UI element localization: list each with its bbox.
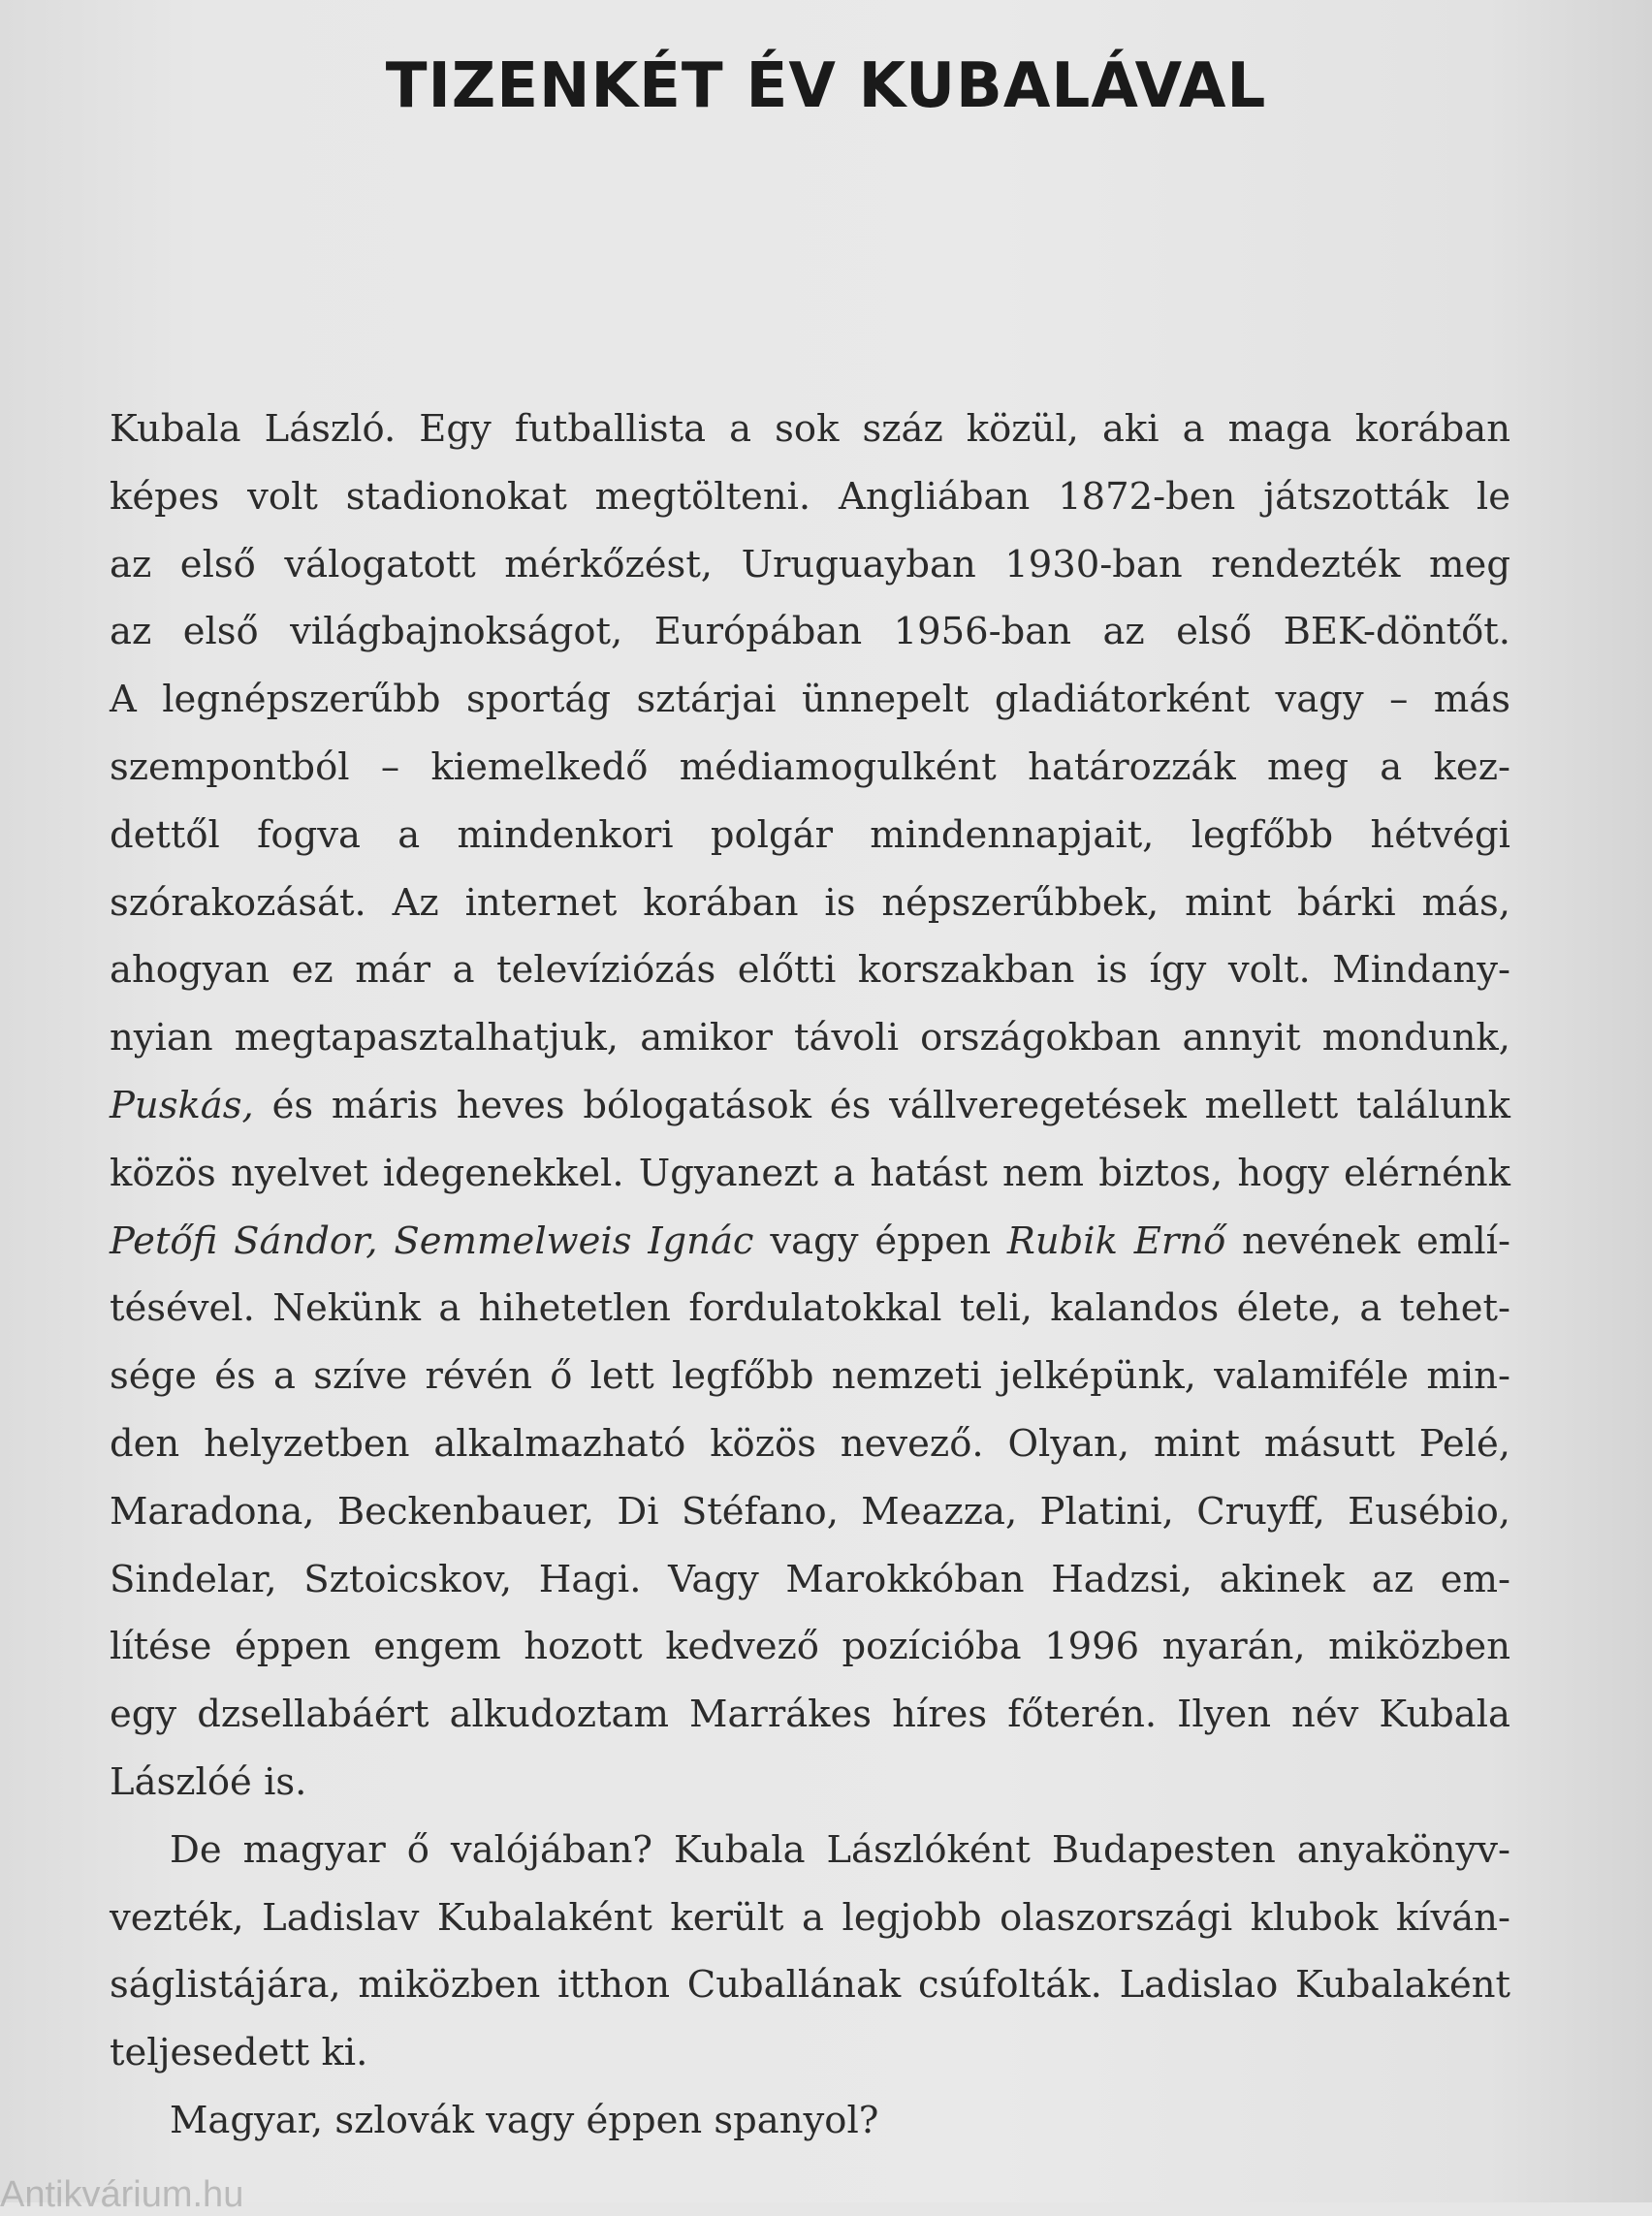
text-line bbox=[110, 598, 1510, 666]
text-run: ságlistájára, miközben itthon Cuballának csúfolták. Ladislao Kubalaként bbox=[110, 1963, 1510, 2008]
text-run: az első válogatott mérkőzést, Uruguayban 1930-ban rendezték meg bbox=[110, 542, 1510, 586]
text-line bbox=[110, 870, 1510, 937]
text-line bbox=[110, 463, 1510, 531]
text-run: Magyar, szlovák vagy éppen spanyol? bbox=[170, 2098, 879, 2142]
text-line bbox=[110, 802, 1510, 870]
text-line bbox=[110, 1343, 1510, 1410]
text-line bbox=[110, 1410, 1510, 1478]
text-run: vagy éppen bbox=[753, 1219, 1007, 1263]
italic-run: Rubik Ernő bbox=[1006, 1219, 1226, 1263]
page-title: TIZENKÉT ÉV KUBALÁVAL bbox=[385, 50, 1267, 122]
text-run: az első világbajnokságot, Európában 1956-ban az első BEK-döntőt. bbox=[110, 610, 1510, 654]
text-run: vezték, Ladislav Kubalaként került a legjobb olaszországi klubok kíván- bbox=[110, 1895, 1510, 1940]
text-line bbox=[110, 1140, 1510, 1208]
text-run: dettől fogva a mindenkori polgár mindennapjait, legfőbb hétvégi bbox=[110, 812, 1510, 857]
text-run: közös nyelvet idegenekkel. Ugyanezt a hatást nem biztos, hogy elérnénk bbox=[110, 1151, 1510, 1195]
text-line bbox=[110, 1951, 1510, 2019]
text-run: den helyzetben alkalmazható közös nevező. Olyan, mint másutt Pelé, bbox=[110, 1421, 1510, 1466]
body-text bbox=[110, 396, 1510, 2155]
text-line bbox=[110, 1546, 1510, 1614]
text-line bbox=[110, 2087, 1510, 2155]
text-run: egy dzsellabáért alkudoztam Marrákes híres főterén. Ilyen név Kubala bbox=[110, 1693, 1510, 1737]
text-run: ahogyan ez már a televíziózás előtti korszakban is így volt. Mindany- bbox=[110, 948, 1510, 993]
text-line bbox=[110, 936, 1510, 1004]
text-line bbox=[110, 734, 1510, 802]
text-run: szempontból – kiemelkedő médiamogulként határozzák meg a kez- bbox=[110, 744, 1510, 789]
text-line bbox=[110, 666, 1510, 734]
text-run: sége és a szíve révén ő lett legfőbb nemzeti jelképünk, valamiféle min- bbox=[110, 1354, 1510, 1399]
text-line bbox=[110, 1681, 1510, 1749]
italic-run: Petőfi Sándor, Semmelweis Ignác bbox=[110, 1219, 754, 1263]
text-line bbox=[110, 1072, 1510, 1140]
text-line bbox=[110, 1208, 1510, 1276]
text-run: nevének emlí- bbox=[1225, 1219, 1510, 1263]
text-line bbox=[110, 1749, 1510, 1817]
text-line bbox=[110, 1275, 1510, 1343]
text-run: Kubala László. Egy futballista a sok száz közül, aki a maga korában bbox=[110, 407, 1510, 451]
text-run: A legnépszerűbb sportág sztárjai ünnepelt gladiátorként vagy – más bbox=[110, 678, 1510, 722]
text-line bbox=[110, 1817, 1510, 1884]
text-line bbox=[110, 396, 1510, 463]
text-line bbox=[110, 1884, 1510, 1952]
text-run: és máris heves bólogatások és vállveregetések mellett találunk bbox=[253, 1083, 1510, 1127]
text-run: lítése éppen engem hozott kedvező pozícióba 1996 nyarán, miközben bbox=[110, 1625, 1510, 1669]
text-run: tésével. Nekünk a hihetetlen fordulatokkal teli, kalandos élete, a tehet- bbox=[110, 1286, 1510, 1331]
text-line bbox=[110, 531, 1510, 599]
text-line bbox=[110, 1613, 1510, 1681]
text-line bbox=[110, 2019, 1510, 2087]
text-run: nyian megtapasztalhatjuk, amikor távoli országokban annyit mondunk, bbox=[110, 1016, 1510, 1061]
text-run: szórakozását. Az internet korában is népszerűbbek, mint bárki más, bbox=[110, 880, 1510, 925]
watermark: Antikvárium.hu bbox=[0, 2174, 244, 2215]
italic-run: Puskás, bbox=[110, 1083, 254, 1127]
text-run: teljesedett ki. bbox=[110, 2031, 368, 2075]
text-run: Sindelar, Sztoicskov, Hagi. Vagy Marokkóban Hadzsi, akinek az em- bbox=[110, 1557, 1510, 1601]
text-run: Maradona, Beckenbauer, Di Stéfano, Meazza, Platini, Cruyff, Eusébio, bbox=[110, 1489, 1510, 1534]
text-line bbox=[110, 1004, 1510, 1072]
text-line bbox=[110, 1478, 1510, 1546]
text-run: Lászlóé is. bbox=[110, 1759, 307, 1804]
text-run: De magyar ő valójában? Kubala Lászlóként Budapesten anyakönyv- bbox=[170, 1827, 1510, 1872]
text-run: képes volt stadionokat megtölteni. Angliában 1872-ben játszották le bbox=[110, 474, 1510, 519]
